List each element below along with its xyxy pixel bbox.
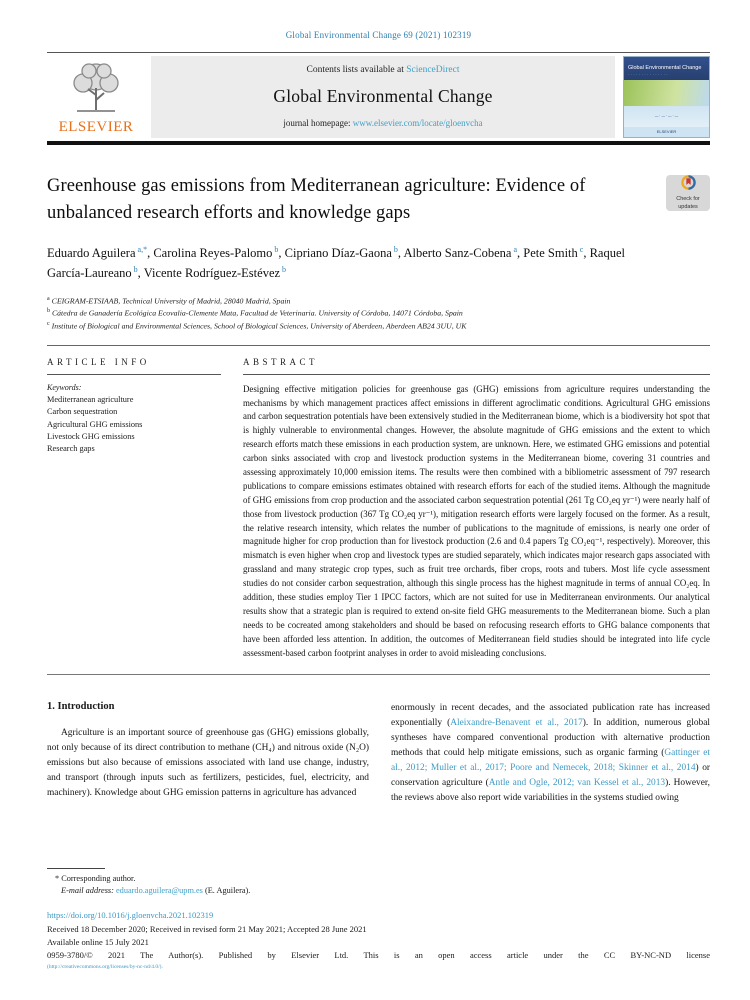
author-list: Eduardo Aguilera $^{a,*}$, Carolina Reyes-Palomo $^b$, Cipriano Díaz-Gaona $^b$, Alberto Sanz-Cobena $^a$, Pete Smith $^c$, Raquel García-Laureano $^b$, Vicente Rodríguez-Estévez $^b$ — [47, 244, 626, 280]
elsevier-logo[interactable] — [47, 56, 151, 138]
keyword: Livestock GHG emissions — [47, 431, 135, 441]
article-info-rule — [47, 374, 221, 375]
article-title: Greenhouse gas emissions from Mediterranean agriculture: Evidence of unbalanced research efforts and knowledge gaps — [47, 176, 586, 223]
affiliation-sup: b — [47, 308, 50, 315]
available-online: Available online 15 July 2021 — [47, 936, 149, 947]
keywords-label: Keywords: — [47, 382, 82, 392]
cover-green-band — [624, 80, 709, 106]
journal-cover-thumbnail[interactable] — [623, 56, 710, 138]
cover-body-text: — · — · — · — — [654, 113, 679, 118]
cover-body — [624, 106, 709, 127]
keyword: Research gaps — [47, 444, 95, 454]
homepage-line — [159, 118, 607, 128]
abstract-rule — [243, 374, 710, 375]
keyword: Carbon sequestration — [47, 407, 118, 417]
check-updates-label: Check for updates — [676, 196, 700, 210]
crossmark-icon — [681, 175, 696, 195]
affiliations — [47, 295, 710, 333]
abstract-text: Designing effective mitigation policies for greenhouse gas (GHG) emissions from agriculture requires understanding the mechanisms by which management practices affect emissions in different agroclimatic conditions. Agricultural GHG emissions and carbon sequestration potentials have been extensively studied in the Mediterranean biome, which is a biodiversity hot spot that is highly vulnerable to environmental changes. However, the absolute magnitude of GHG emissions and the extent to which research efforts match these emissions in each production system, are unknown. Here, we estimated GHG emissions and potential carbon sinks associated with crop and livestock production systems in the Mediterranean biome, covering 31 countries and assessing approximately 10,000 emission items. The results were then combined with a bibliometric assessment of 797 research publications to compare emissions estimates obtained with research efforts for each of the studied items. Although the magnitude of GHG emissions from crop production and the associated carbon sequestration potential (261 Tg CO₂eq yr⁻¹) were nearly half of those from livestock production (367 Tg CO₂eq yr⁻¹), mitigation research efforts were largely focused on the former. As a result, the relative research intensity, which relates the number of publications to the magnitude of emissions, is nearly one order of magnitude higher for crop production than for livestock production (2.6 and 0.4 papers Tg CO₂eq⁻¹, respectively). Moreover, this mismatch is even higher when crop and livestock types are studied separately, which indicates major research gaps associated with grassland and many strategic crop types, such as fruit tree orchards, fiber crops, roots and tubers. Most life cycle assessment studies do not consider carbon sequestration, although this single process has the highest magnitude in terms of annual CO₂eq. In addition, these studies employ Tier 1 IPCC factors, which are not suited for use in Mediterranean environments. Our analytical results show that a strategic plan is required to extend on-site field GHG measurements to the Mediterranean biome. Such a plan needs to be cocreated among stakeholders and should be based on refocusing research efforts to GHG balance components that have been afforded less attention. In addition, the outcomes of Mediterranean field studies should be integrated into life cycle assessment-based carbon footprint analyses in order to avoid misleading conclusions. — [243, 383, 710, 658]
intro-left-text: Agriculture is an important source of greenhouse gas (GHG) emissions globally, not only because of its direct contribution to methane (CH₄) and nitrous oxide (N₂O) emissions but also because of emissions associated with land use change, industry, and transport (through inputs such as fertilizers, pesticides, fuel, electricity, and machinery). Knowledge about GHG emission patterns in agriculture has advanced — [47, 728, 369, 798]
intro-paragraph-right: enormously in recent decades, and the associated publication rate has increased exponentially (Aleixandre-Benavent et al., 2017). In addition, numerous global syntheses have compared conventional production with alternative production methods that could help mitigate emissions, such as organic farming (Gattinger et al., 2012; Muller et al., 2017; Poore and Nemecek, 2018; Skinner et al., 2014) or conservation agriculture (Antle and Ogle, 2012; van Kessel et al., 2013). However, the reviews above also report wide variabilities in the systems studied owing — [391, 703, 711, 803]
abstract-heading: ABSTRACT — [243, 356, 319, 367]
abstract-column — [243, 357, 710, 661]
elsevier-wordmark: ELSEVIER — [58, 119, 134, 135]
received-dates: Received 18 December 2020; Received in revised form 21 May 2021; Accepted 28 June 2021 — [47, 923, 367, 934]
contents-line — [159, 65, 607, 75]
elsevier-tree-icon — [65, 60, 127, 118]
section-divider — [47, 345, 710, 346]
homepage-prefix: journal homepage: — [283, 118, 353, 128]
doi-link[interactable]: https://doi.org/10.1016/j.gloenvcha.2021.102319 — [47, 909, 214, 920]
affiliation-sup: a — [47, 295, 50, 302]
corresponding-author-note: * Corresponding author. — [55, 873, 136, 883]
email-line: E-mail address: eduardo.aguilera@upm.es (E. Aguilera). — [61, 886, 251, 896]
license-url-link[interactable]: (http://creativecommons.org/licenses/by-nc-nd/4.0/). — [47, 964, 163, 970]
cover-publisher: ELSEVIER — [656, 129, 677, 134]
affiliation-text: Cátedra de Ganadería Ecológica Ecovalia-Clemente Mata, Facultad de Veterinaria. University of Córdoba, 14071 Córdoba, Spain — [50, 308, 463, 318]
article-info-column — [47, 357, 243, 661]
journal-name: Global Environmental Change — [273, 86, 493, 106]
affiliation-text: Institute of Biological and Environmental Sciences, School of Biological Sciences, University of Aberdeen, Aberdeen AB24 3UU, UK — [49, 321, 467, 331]
affiliation-text: CEIGRAM-ETSIAAB, Technical University of Madrid, 28040 Madrid, Spain — [49, 296, 291, 306]
cover-title: Global Environmental Change — [628, 65, 702, 71]
journal-header — [47, 52, 710, 145]
cover-title-band — [624, 57, 709, 80]
abstract-end-divider — [47, 674, 710, 675]
header-divider — [47, 141, 710, 145]
intro-left-column — [47, 701, 369, 805]
intro-paragraph-left — [47, 726, 369, 800]
article-info-heading: ARTICLE INFO — [47, 356, 150, 367]
page-footer — [47, 868, 710, 970]
check-for-updates-badge[interactable] — [666, 175, 710, 211]
affiliation-sup: c — [47, 320, 50, 327]
copyright-line: 0959-3780/© 2021 The Author(s). Published by Elsevier Ltd. This is an open access article under the CC BY-NC-ND license — [47, 950, 710, 960]
journal-banner — [151, 56, 615, 138]
keyword: Mediterranean agriculture — [47, 394, 134, 404]
cover-subtitle: · · · · · · · · · · · · · · · — [628, 73, 668, 77]
contents-prefix: Contents lists available at — [306, 65, 407, 75]
introduction-heading: 1. Introduction — [47, 701, 115, 713]
keyword: Agricultural GHG emissions — [47, 419, 143, 429]
intro-right-column — [391, 701, 710, 805]
affiliation-line — [47, 320, 710, 333]
journal-reference: Global Environmental Change 69 (2021) 102319 — [285, 30, 472, 40]
affiliation-line — [47, 307, 710, 320]
journal-homepage-link[interactable]: www.elsevier.com/locate/gloenvcha — [352, 118, 483, 128]
affiliation-line — [47, 295, 710, 308]
sciencedirect-link[interactable]: ScienceDirect — [406, 65, 460, 75]
footnote-divider — [47, 868, 105, 869]
